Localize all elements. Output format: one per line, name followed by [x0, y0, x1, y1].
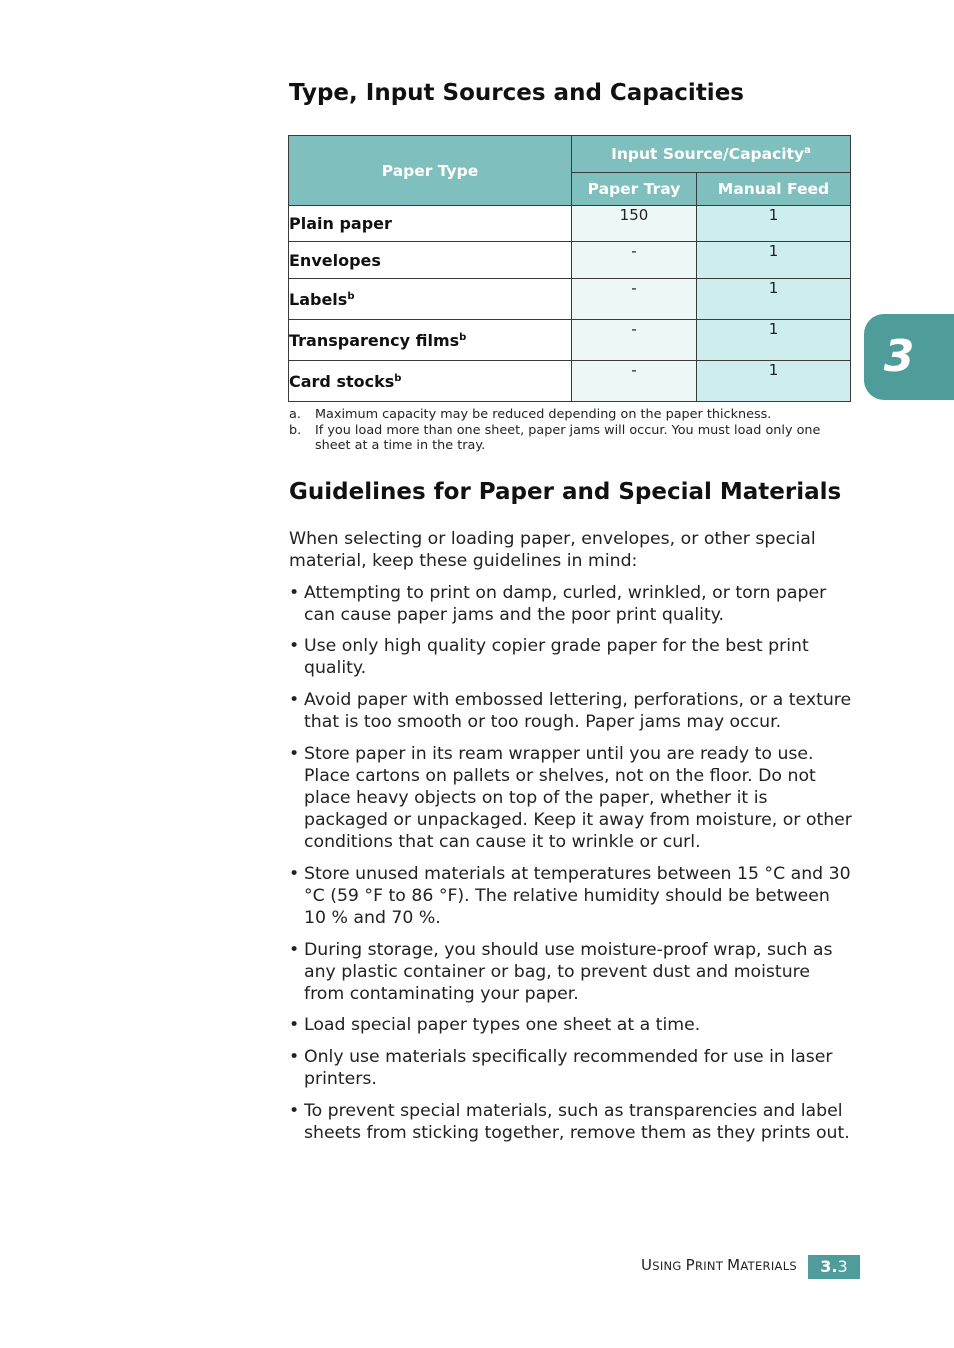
- chapter-number: 3: [883, 331, 915, 382]
- table-row: [289, 279, 851, 320]
- section-title-type-input-sources: Type, Input Sources and Capacities: [289, 80, 744, 106]
- guidelines-list: [289, 582, 855, 1144]
- row-tray-capacity: -: [572, 320, 697, 361]
- row-paper-type: Plain paper: [289, 206, 572, 242]
- table-row: [289, 242, 851, 279]
- list-item: • Store paper in its ream wrapper until you are ready to use. Place cartons on pallets or shelves, not on the floor. Do not place heavy objects on top of the paper, whether it is packaged or unpackaged. Keep it away from moisture, or other conditions that can cause it to wrinkle or curl.: [289, 743, 852, 853]
- table-row: [289, 206, 851, 242]
- row-paper-type: Envelopes: [289, 242, 572, 279]
- footer-section-label: USING PRINT MATERIALS: [640, 1256, 797, 1274]
- row-paper-type: Transparency films$^b$: [289, 320, 572, 361]
- table-footnotes: [289, 407, 859, 454]
- bullet-icon: •: [289, 743, 300, 764]
- header-input-source: Input Source/Capacity$^a$: [572, 136, 851, 173]
- footnote-b: [289, 423, 859, 454]
- row-paper-type: Labels$^b$: [289, 279, 572, 320]
- row-manual-capacity: 1: [697, 361, 851, 402]
- page-number: 3.3: [808, 1255, 860, 1279]
- bullet-icon: •: [289, 863, 300, 884]
- row-manual-capacity: 1: [697, 279, 851, 320]
- footnote-marker: a.: [289, 407, 301, 422]
- list-item: • Avoid paper with embossed lettering, perforations, or a texture that is too smooth or too rough. Paper jams may occur.: [289, 690, 852, 733]
- header-paper-tray: Paper Tray: [572, 173, 697, 206]
- list-item: • To prevent special materials, such as transparencies and label sheets from sticking together, remove them as they prints out.: [289, 1100, 850, 1143]
- footnote-ref-a: a: [804, 145, 811, 156]
- paper-capacity-table: [288, 135, 851, 402]
- row-manual-capacity: 1: [697, 242, 851, 279]
- table-row: [289, 320, 851, 361]
- list-item: • Attempting to print on damp, curled, wrinkled, or torn paper can cause paper jams and the poor print quality.: [289, 582, 827, 625]
- list-item: • Use only high quality copier grade paper for the best print quality.: [289, 636, 809, 679]
- list-item: • Load special paper types one sheet at a time.: [289, 1015, 701, 1036]
- list-item: • Only use materials specifically recommended for use in laser printers.: [289, 1046, 833, 1089]
- row-manual-capacity: 1: [697, 320, 851, 361]
- guidelines-intro: When selecting or loading paper, envelopes, or other special material, keep these guidelines in mind:: [289, 529, 816, 572]
- bullet-icon: •: [289, 636, 300, 657]
- bullet-icon: •: [289, 690, 300, 711]
- footnote-text: Maximum capacity may be reduced depending on the paper thickness.: [315, 407, 772, 422]
- row-tray-capacity: -: [572, 242, 697, 279]
- bullet-icon: •: [289, 1015, 300, 1036]
- list-item: • During storage, you should use moisture-proof wrap, such as any plastic container or bag, to prevent dust and moisture from contaminating your paper.: [289, 939, 833, 1004]
- footnote-a: [289, 407, 859, 423]
- header-paper-type: Paper Type: [289, 136, 572, 206]
- list-item: • Store unused materials at temperatures between 15 °C and 30 °C (59 °F to 86 °F). The relative humidity should be between 10 % and 70 %.: [289, 863, 851, 928]
- bullet-icon: •: [289, 1046, 300, 1067]
- row-paper-type: Card stocks$^b$: [289, 361, 572, 402]
- section-title-guidelines: Guidelines for Paper and Special Materials: [289, 479, 842, 505]
- row-manual-capacity: 1: [697, 206, 851, 242]
- row-tray-capacity: -: [572, 361, 697, 402]
- bullet-icon: •: [289, 939, 300, 960]
- footnote-text: If you load more than one sheet, paper jams will occur. You must load only one sheet at a time in the tray.: [315, 422, 821, 453]
- chapter-tab: [864, 314, 954, 400]
- bullet-icon: •: [289, 1100, 300, 1121]
- header-manual-feed: Manual Feed: [697, 173, 851, 206]
- bullet-icon: •: [289, 582, 300, 603]
- row-tray-capacity: 150: [572, 206, 697, 242]
- row-tray-capacity: -: [572, 279, 697, 320]
- guidelines-body: [289, 528, 855, 1153]
- footnote-marker: b.: [289, 422, 302, 438]
- table-row: [289, 361, 851, 402]
